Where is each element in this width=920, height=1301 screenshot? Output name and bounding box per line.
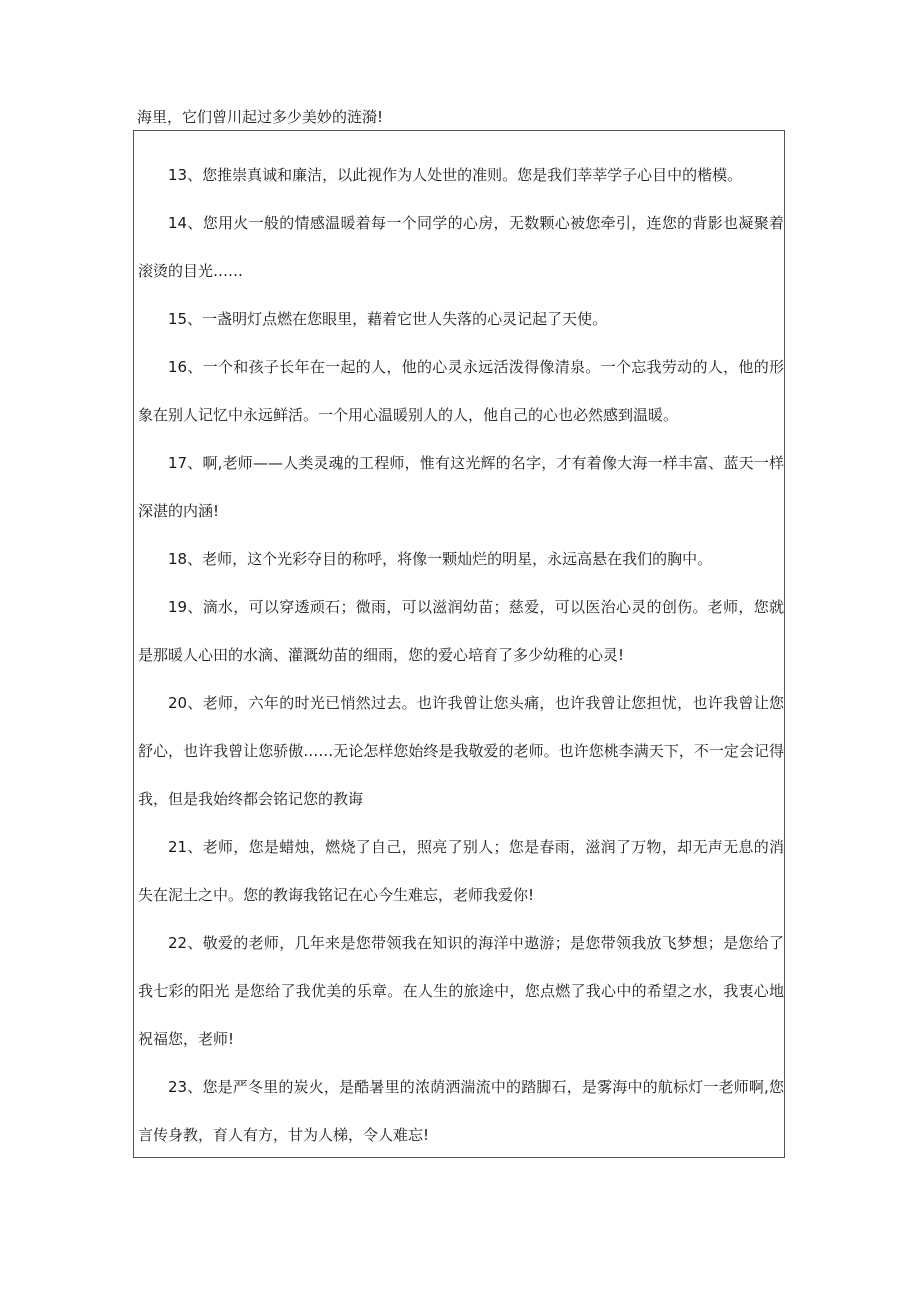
item-list	[138, 151, 784, 1159]
content-box	[133, 130, 785, 1158]
list-item-23: 23、您是严冬里的炭火，是酷暑里的浓荫洒湍流中的踏脚石，是雾海中的航标灯一老师啊,您言传身教，育人有方，甘为人梯，令人难忘!	[138, 1078, 784, 1144]
list-item-21: 21、老师，您是蜡烛，燃烧了自己，照亮了别人；您是春雨，滋润了万物，却无声无息的消失在泥土之中。您的教诲我铭记在心今生难忘，老师我爱你!	[138, 838, 784, 904]
list-item-17: 17、啊,老师——人类灵魂的工程师，惟有这光辉的名字，才有着像大海一样丰富、蓝天一样深湛的内涵!	[138, 454, 784, 520]
list-item-22: 22、敬爱的老师，几年来是您带领我在知识的海洋中遨游；是您带领我放飞梦想；是您给了我七彩的阳光 是您给了我优美的乐章。在人生的旅途中，您点燃了我心中的希望之水，我衷心地祝福您，老师!	[138, 934, 784, 1048]
list-item-16: 16、一个和孩子长年在一起的人，他的心灵永远活泼得像清泉。一个忘我劳动的人，他的形象在别人记忆中永远鲜活。一个用心温暖别人的人，他自己的心也必然感到温暖。	[138, 358, 784, 424]
list-item-20: 20、老师，六年的时光已悄然过去。也许我曾让您头痛，也许我曾让您担忧，也许我曾让您舒心，也许我曾让您骄傲……无论怎样您始终是我敬爱的老师。也许您桃李满天下，不一定会记得我，但是我始终都会铭记您的教诲	[138, 694, 784, 808]
continued-text-line: 海里，它们曾川起过多少美妙的涟漪!	[137, 108, 384, 126]
list-item-18: 18、老师，这个光彩夺目的称呼，将像一颗灿烂的明星，永远高悬在我们的胸中。	[168, 550, 713, 568]
list-item-15: 15、一盏明灯点燃在您眼里，藉着它世人失落的心灵记起了天使。	[168, 310, 608, 328]
list-item-13: 13、您推崇真诚和廉洁，以此视作为人处世的准则。您是我们莘莘学子心目中的楷模。	[168, 166, 743, 184]
list-item-19: 19、滴水，可以穿透顽石；微雨，可以滋润幼苗；慈爱，可以医治心灵的创伤。老师，您就是那暖人心田的水滴、灌溉幼苗的细雨，您的爱心培育了多少幼稚的心灵!	[138, 598, 784, 664]
list-item-14: 14、您用火一般的情感温暖着每一个同学的心房，无数颗心被您牵引，连您的背影也凝聚着滚烫的目光……	[138, 214, 784, 280]
